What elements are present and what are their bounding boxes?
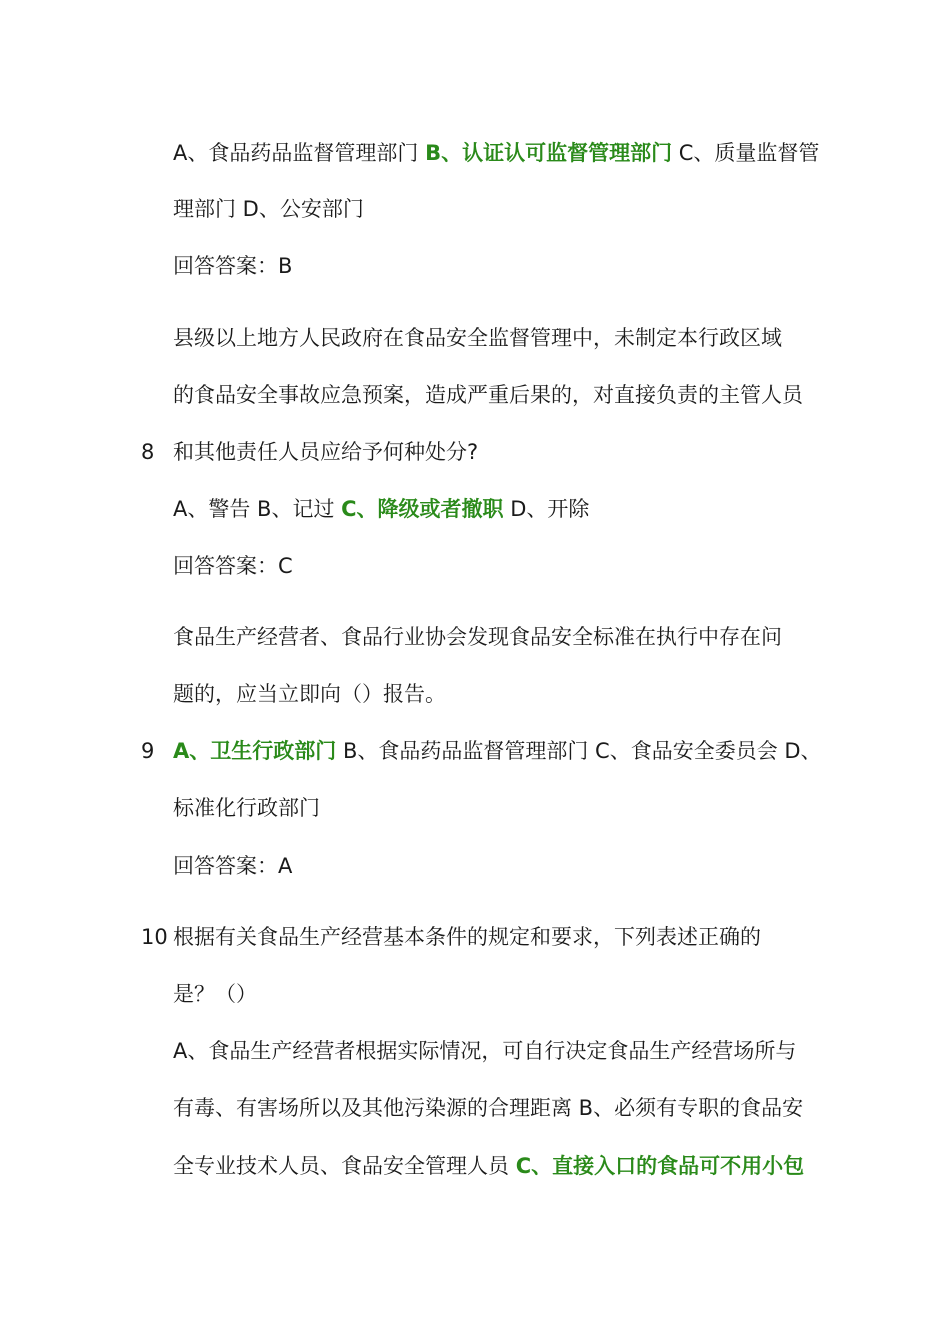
q10-option-c-correct: C、直接入口的食品可不用小包 xyxy=(515,1154,805,1178)
q9-options-line2: 标准化行政部门 xyxy=(173,796,320,820)
q8-option-c-correct: C、降级或者撤职 xyxy=(341,497,504,521)
q7-option-c: C、质量监督管 xyxy=(678,141,820,165)
q9-number: 9 xyxy=(141,739,155,763)
q8-stem-line3: 和其他责任人员应给予何种处分? xyxy=(173,440,479,464)
q9-options-line1 xyxy=(173,736,822,766)
q8-number: 8 xyxy=(141,440,155,464)
q7-option-a: A、食品药品监督管理部门 xyxy=(173,141,419,165)
q10-number: 10 xyxy=(141,925,168,949)
q8-option-d: D、开除 xyxy=(510,497,590,521)
q7-options-line2: 理部门 D、公安部门 xyxy=(173,197,364,221)
q8-option-ab: A、警告 B、记过 xyxy=(173,497,335,521)
q9-stem-line1: 食品生产经营者、食品行业协会发现食品安全标准在执行中存在问 xyxy=(173,625,782,649)
q7-option-b-correct: B、认证认可监督管理部门 xyxy=(425,141,673,165)
q9-option-a-correct: A、卫生行政部门 xyxy=(173,739,337,763)
q10-stem-line2: 是？（） xyxy=(173,982,257,1006)
q10-options-line1: A、食品生产经营者根据实际情况，可自行决定食品生产经营场所与 xyxy=(173,1039,797,1063)
q7-answer: 回答答案：B xyxy=(173,254,293,278)
q10-stem-line1: 根据有关食品生产经营基本条件的规定和要求，下列表述正确的 xyxy=(173,925,761,949)
q10-options-line2: 有毒、有害场所以及其他污染源的合理距离 B、必须有专职的食品安 xyxy=(173,1096,804,1120)
q8-answer: 回答答案：C xyxy=(173,554,293,578)
q9-stem-line2: 题的，应当立即向（）报告。 xyxy=(173,682,446,706)
q9-answer: 回答答案：A xyxy=(173,854,293,878)
q7-options-line1 xyxy=(173,138,819,168)
q8-stem-line2: 的食品安全事故应急预案，造成严重后果的，对直接负责的主管人员 xyxy=(173,383,803,407)
q10-option-ab-text: 全专业技术人员、食品安全管理人员 xyxy=(173,1154,509,1178)
q8-stem-line1: 县级以上地方人民政府在食品安全监督管理中，未制定本行政区域 xyxy=(173,326,782,350)
q9-option-rest: B、食品药品监督管理部门 C、食品安全委员会 D、 xyxy=(342,739,822,763)
q10-options-line3 xyxy=(173,1151,804,1181)
q8-options xyxy=(173,494,589,524)
